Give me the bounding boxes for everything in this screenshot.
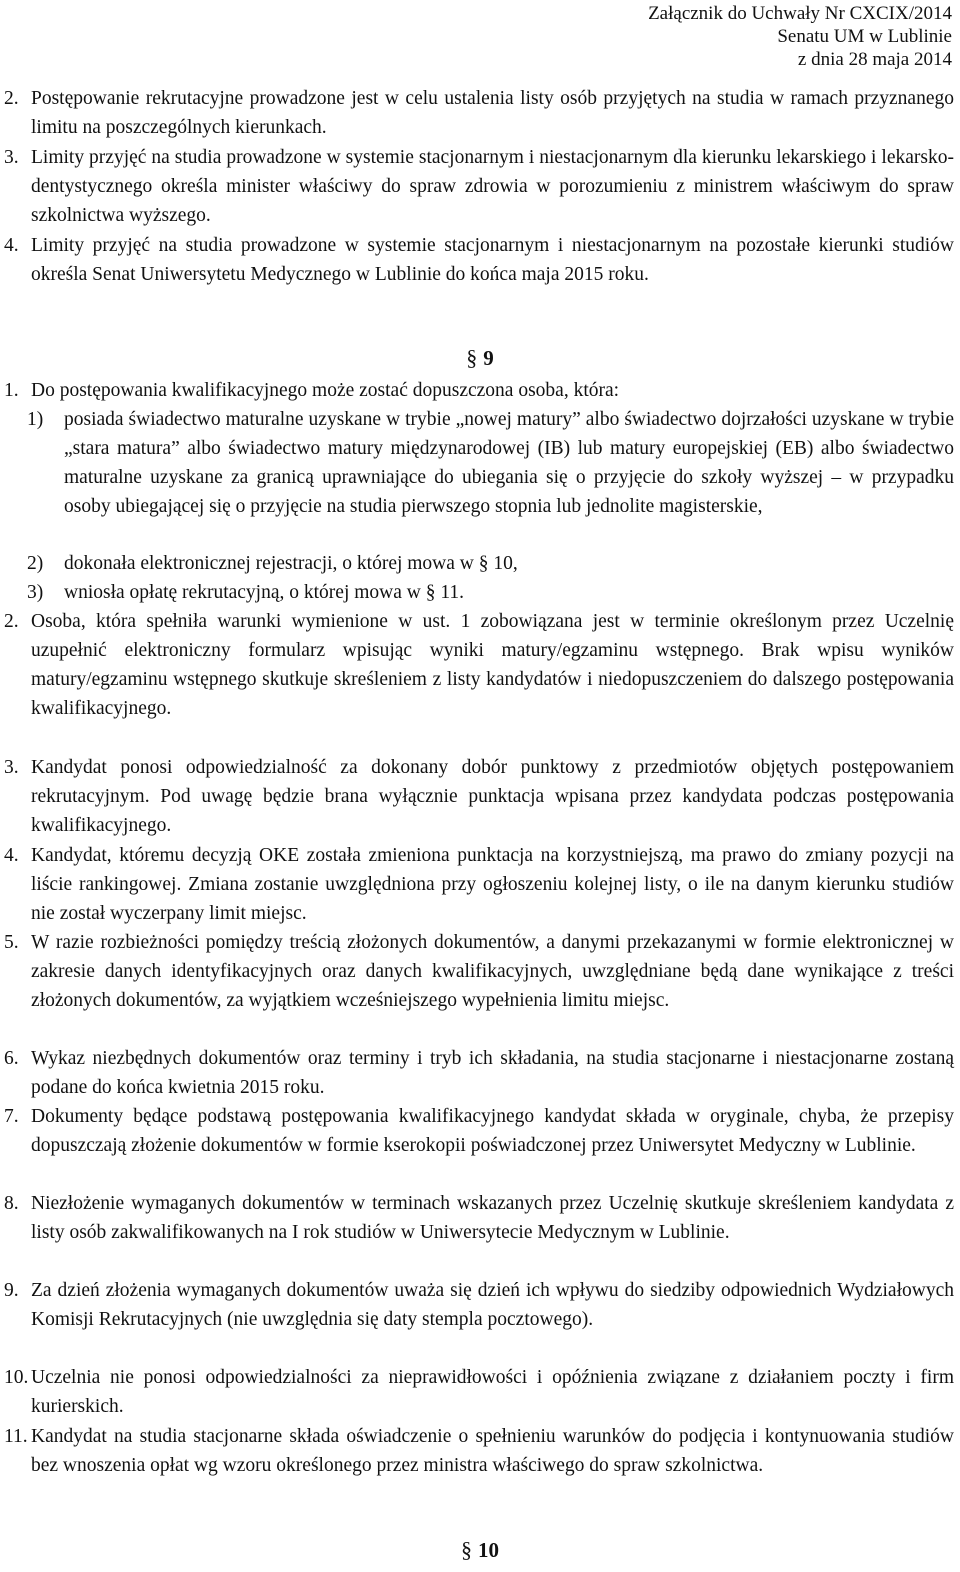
item-text: Kandydat ponosi odpowiedzialność za dokonany dobór punktowy z przedmiotów objętych postępowaniem rekrutacyjnym. Pod uwagę będzie brana wyłącznie punktacja wpisana przez kandydata podczas postępowania kwalifikacyjnego. [31, 757, 954, 836]
item-text: Limity przyjęć na studia prowadzone w systemie stacjonarnym i niestacjonarnym na pozostałe kierunki studiów określa Senat Uniwersytetu Medycznego w Lublinie do końca maja 2015 roku. [31, 235, 954, 285]
section-9-item-9 [4, 1276, 954, 1334]
item-text: Dokumenty będące podstawą postępowania kwalifikacyjnego kandydat składa w oryginale, chyba, że przepisy dopuszczają złożenie dokumentów w formie kserokopii poświadczonej przez Uniwersytet Medyczny w Lublinie. [31, 1106, 954, 1156]
paragraph-8-item-4 [4, 231, 954, 289]
section-9-subitem-1 [27, 405, 954, 521]
subitem-text: wniosła opłatę rekrutacyjną, o której mowa w § 11. [64, 582, 464, 603]
subitem-text: posiada świadectwo maturalne uzyskane w trybie „nowej matury” albo świadectwo dojrzałości uzyskane w trybie „stara matura” albo świadectwo matury międzynarodowej (IB) lub matury europejskiej (EB) albo świadectwo maturalne uzyskane za granicą uprawniające do ubiegania się o przyjęcie do szkoły wyższej – w przypadku osoby ubiegającej się o przyjęcie na studia pierwszego stopnia lub jednolite magisterskie, [64, 409, 954, 517]
item-text: Do postępowania kwalifikacyjnego może zostać dopuszczona osoba, która: [31, 380, 620, 401]
section-9-item-7 [4, 1102, 954, 1160]
section-9-item-11 [4, 1422, 954, 1480]
item-number: 3. [4, 757, 19, 778]
item-number: 4. [4, 845, 19, 866]
section-symbol: § [461, 1537, 472, 1562]
item-number: 5. [4, 932, 19, 953]
item-number: 4. [4, 235, 19, 256]
item-number: 6. [4, 1048, 19, 1069]
section-9-item-2 [4, 607, 954, 723]
subitem-text: dokonała elektronicznej rejestracji, o której mowa w § 10, [64, 553, 518, 574]
item-number: 1. [4, 380, 19, 401]
paragraph-8-item-3 [4, 143, 954, 230]
subitem-number: 3) [27, 582, 44, 603]
item-text: Limity przyjęć na studia prowadzone w systemie stacjonarnym i niestacjonarnym dla kierunku lekarskiego i lekarsko-dentystycznego określa minister właściwy do spraw zdrowia w porozumieniu z ministrem właściwym do spraw szkolnictwa wyższego. [31, 147, 954, 226]
item-number: 11. [4, 1426, 28, 1447]
item-text: Postępowanie rekrutacyjne prowadzone jest w celu ustalenia listy osób przyjętych na studia w ramach przyznanego limitu na poszczególnych kierunkach. [31, 88, 954, 138]
section-9-item-8 [4, 1189, 954, 1247]
subitem-number: 2) [27, 553, 44, 574]
section-9-subitem-3 [27, 578, 954, 607]
item-number: 9. [4, 1280, 19, 1301]
item-text: W razie rozbieżności pomiędzy treścią złożonych dokumentów, a danymi przekazanymi w formie elektronicznej w zakresie danych identyfikacyjnych oraz danych kwalifikacyjnych, uwzględniane będą dane wynikające z treści złożonych dokumentów, za wyjątkiem wcześniejszego wypełnienia limitu miejsc. [31, 932, 954, 1011]
item-number: 10. [4, 1367, 29, 1388]
item-text: Kandydat na studia stacjonarne składa oświadczenie o spełnieniu warunków do podjęcia i kontynuowania studiów bez wnoszenia opłat wg wzoru określonego przez ministra właściwego do spraw szkolnictwa. [31, 1426, 954, 1476]
section-9-subitem-2 [27, 549, 954, 578]
section-9-item-10 [4, 1363, 954, 1421]
header-senate-line: Senatu UM w Lublinie [777, 26, 952, 47]
section-9-item-5 [4, 928, 954, 1015]
section-9-heading [0, 345, 960, 371]
header-attachment-line: Załącznik do Uchwały Nr CXCIX/2014 [648, 3, 952, 24]
document-header [648, 2, 952, 71]
item-text: Wykaz niezbędnych dokumentów oraz terminy i tryb ich składania, na studia stacjonarne i niestacjonarne zostaną podane do końca kwietnia 2015 roku. [31, 1048, 954, 1098]
item-text: Uczelnia nie ponosi odpowiedzialności za nieprawidłowości i opóźnienia związane z działaniem poczty i firm kurierskich. [31, 1367, 954, 1417]
section-number: 9 [483, 346, 494, 370]
item-text: Kandydat, któremu decyzją OKE została zmieniona punktacja na korzystniejszą, ma prawo do zmiany pozycji na liście rankingowej. Zmiana zostanie uwzględniona przy ogłoszeniu kolejnej listy, o ile na danym kierunku studiów nie został wyczerpany limit miejsc. [31, 845, 954, 924]
section-number: 10 [478, 1538, 499, 1562]
section-symbol: § [466, 345, 478, 370]
subitem-number: 1) [27, 409, 44, 430]
item-text: Za dzień złożenia wymaganych dokumentów uważa się dzień ich wpływu do siedziby odpowiednich Wydziałowych Komisji Rekrutacyjnych (nie uwzględnia się daty stempla pocztowego). [31, 1280, 954, 1330]
item-text: Niezłożenie wymaganych dokumentów w terminach wskazanych przez Uczelnię skutkuje skreśleniem kandydata z listy osób zakwalifikowanych na I rok studiów w Uniwersytecie Medycznym w Lublinie. [31, 1193, 954, 1243]
section-9-item-3 [4, 753, 954, 840]
item-number: 8. [4, 1193, 19, 1214]
item-number: 3. [4, 147, 19, 168]
item-number: 2. [4, 88, 19, 109]
item-number: 2. [4, 611, 19, 632]
section-9-item-4 [4, 841, 954, 928]
section-9-item-1 [4, 376, 954, 405]
header-date-line: z dnia 28 maja 2014 [797, 49, 952, 70]
paragraph-8-item-2 [4, 84, 954, 142]
item-number: 7. [4, 1106, 19, 1127]
item-text: Osoba, która spełniła warunki wymienione w ust. 1 zobowiązana jest w terminie określonym przez Uczelnię uzupełnić elektroniczny formularz wpisując wyniki matury/egzaminu wstępnego. Brak wpisu wyników matury/egzaminu wstępnego skutkuje skreśleniem z listy kandydatów i niedopuszczeniem do dalszego postępowania kwalifikacyjnego. [31, 611, 954, 719]
section-9-item-6 [4, 1044, 954, 1102]
section-10-heading [0, 1537, 960, 1563]
